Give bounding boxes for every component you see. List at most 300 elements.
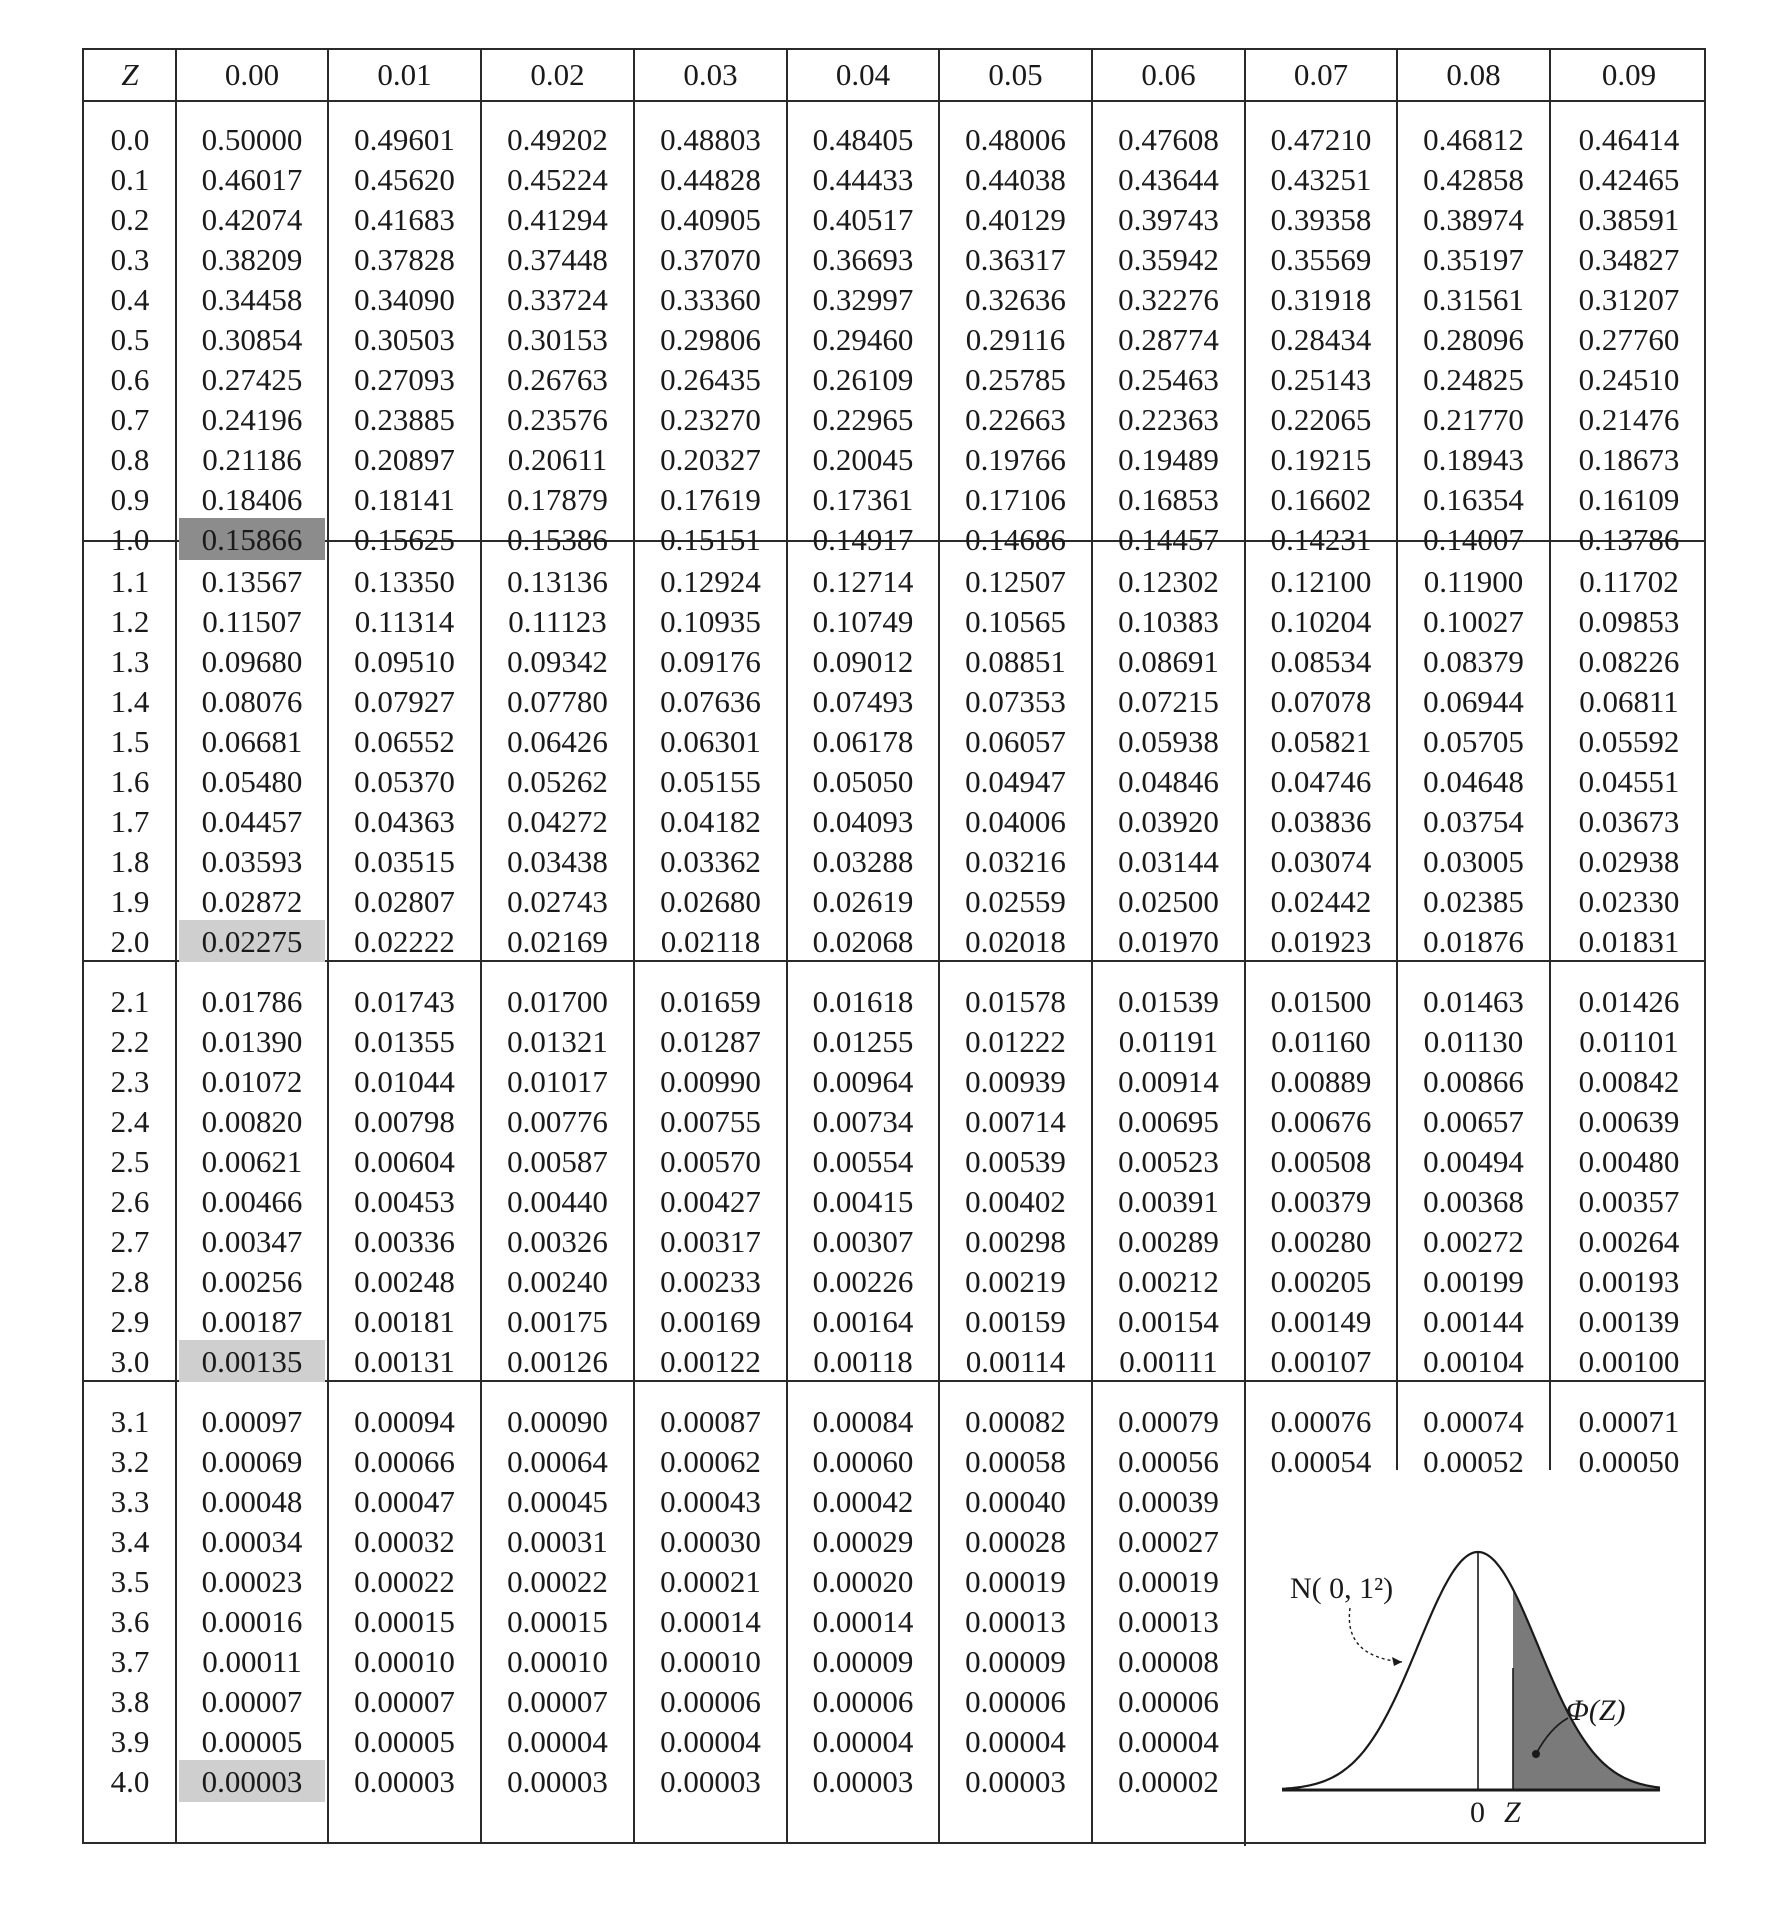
table-cell: 0.03836 — [1270, 804, 1372, 839]
table-cell: 0.00226 — [812, 1264, 914, 1299]
table-cell: 0.26435 — [660, 362, 761, 397]
table-cell: 0.35197 — [1423, 242, 1524, 277]
table-cell: 0.00087 — [660, 1404, 761, 1439]
row-z-label: 3.4 — [110, 1524, 150, 1559]
table-cell: 0.00030 — [660, 1524, 761, 1559]
table-cell: 0.10935 — [660, 604, 761, 639]
table-cell: 0.00002 — [1118, 1764, 1219, 1799]
table-cell: 0.30503 — [354, 322, 455, 357]
table-cell: 0.02938 — [1578, 844, 1680, 879]
table-cell: 0.42858 — [1423, 162, 1524, 197]
table-cell: 0.00570 — [660, 1144, 761, 1179]
table-cell: 0.24825 — [1423, 362, 1524, 397]
table-cell: 0.01222 — [965, 1024, 1066, 1059]
table-cell: 0.02500 — [1118, 884, 1219, 919]
table-cell: 0.01500 — [1270, 984, 1372, 1019]
table-cell: 0.13786 — [1578, 522, 1680, 557]
table-cell: 0.33724 — [507, 282, 608, 317]
table-cell: 0.00317 — [660, 1224, 761, 1259]
table-cell: 0.44828 — [660, 162, 761, 197]
table-cell: 0.15866 — [201, 522, 303, 557]
table-cell: 0.09342 — [507, 644, 608, 679]
table-cell: 0.01255 — [812, 1024, 914, 1059]
table-cell: 0.05938 — [1118, 724, 1219, 759]
column-header: 0.08 — [1446, 57, 1501, 92]
row-z-label: 0.4 — [110, 282, 150, 317]
table-cell: 0.00154 — [1118, 1304, 1219, 1339]
table-cell: 0.00131 — [354, 1344, 455, 1379]
table-cell: 0.22965 — [812, 402, 914, 437]
table-cell: 0.00010 — [354, 1644, 455, 1679]
table-cell: 0.28096 — [1423, 322, 1524, 357]
table-cell: 0.00144 — [1423, 1304, 1524, 1339]
table-cell: 0.00010 — [660, 1644, 761, 1679]
table-cell: 0.42074 — [201, 202, 303, 237]
table-cell: 0.00062 — [660, 1444, 761, 1479]
table-cell: 0.40129 — [965, 202, 1066, 237]
header-divider — [84, 100, 1704, 102]
row-z-label: 0.2 — [110, 202, 150, 237]
table-cell: 0.00079 — [1118, 1404, 1219, 1439]
table-cell: 0.00256 — [201, 1264, 303, 1299]
table-cell: 0.07353 — [965, 684, 1066, 719]
table-cell: 0.00034 — [201, 1524, 303, 1559]
table-cell: 0.19489 — [1118, 442, 1219, 477]
table-cell: 0.10749 — [812, 604, 914, 639]
table-cell: 0.02169 — [507, 924, 608, 959]
table-cell: 0.00074 — [1423, 1404, 1524, 1439]
table-cell: 0.45224 — [507, 162, 608, 197]
table-cell: 0.00164 — [812, 1304, 914, 1339]
table-cell: 0.00019 — [1118, 1564, 1219, 1599]
table-cell: 0.00100 — [1578, 1344, 1680, 1379]
table-cell: 0.00006 — [812, 1684, 914, 1719]
row-z-label: 3.6 — [110, 1604, 150, 1639]
table-cell: 0.00347 — [201, 1224, 303, 1259]
table-cell: 0.40905 — [660, 202, 761, 237]
table-cell: 0.00939 — [965, 1064, 1066, 1099]
table-cell: 0.18943 — [1423, 442, 1524, 477]
table-cell: 0.31561 — [1423, 282, 1524, 317]
table-cell: 0.00031 — [507, 1524, 608, 1559]
table-cell: 0.01539 — [1118, 984, 1219, 1019]
table-cell: 0.03144 — [1118, 844, 1219, 879]
table-cell: 0.00714 — [965, 1104, 1066, 1139]
table-cell: 0.24510 — [1578, 362, 1680, 397]
table-cell: 0.01786 — [201, 984, 303, 1019]
table-cell: 0.18406 — [201, 482, 303, 517]
table-cell: 0.01321 — [507, 1024, 608, 1059]
table-cell: 0.07215 — [1118, 684, 1219, 719]
table-cell: 0.16602 — [1270, 482, 1372, 517]
table-cell: 0.37070 — [660, 242, 761, 277]
table-cell: 0.00307 — [812, 1224, 914, 1259]
table-cell: 0.46414 — [1578, 122, 1680, 157]
column-header: 0.00 — [224, 57, 280, 92]
table-cell: 0.00003 — [507, 1764, 608, 1799]
row-z-label: 1.6 — [110, 764, 150, 799]
row-z-label: 2.9 — [110, 1304, 150, 1339]
table-cell: 0.11900 — [1423, 564, 1524, 599]
table-cell: 0.00118 — [813, 1344, 913, 1379]
table-cell: 0.00014 — [812, 1604, 914, 1639]
table-cell: 0.19215 — [1270, 442, 1372, 477]
table-cell: 0.49601 — [354, 122, 455, 157]
table-cell: 0.03288 — [812, 844, 914, 879]
column-header: 0.06 — [1141, 57, 1196, 92]
table-cell: 0.40517 — [812, 202, 914, 237]
row-z-label: 2.8 — [110, 1264, 150, 1299]
table-cell: 0.00047 — [354, 1484, 455, 1519]
table-cell: 0.00391 — [1118, 1184, 1219, 1219]
row-z-label: 2.5 — [110, 1144, 150, 1179]
table-cell: 0.01191 — [1118, 1024, 1219, 1059]
table-cell: 0.02559 — [965, 884, 1066, 919]
table-cell: 0.11702 — [1579, 564, 1679, 599]
table-cell: 0.14457 — [1118, 522, 1219, 557]
table-cell: 0.10565 — [965, 604, 1066, 639]
table-cell: 0.09012 — [812, 644, 914, 679]
table-cell: 0.01618 — [812, 984, 914, 1019]
table-cell: 0.00193 — [1578, 1264, 1680, 1299]
table-cell: 0.20327 — [660, 442, 761, 477]
table-cell: 0.03920 — [1118, 804, 1219, 839]
table-cell: 0.00676 — [1270, 1104, 1372, 1139]
table-cell: 0.00076 — [1270, 1404, 1372, 1439]
table-cell: 0.12507 — [965, 564, 1066, 599]
table-cell: 0.13350 — [354, 564, 455, 599]
table-cell: 0.03754 — [1423, 804, 1524, 839]
table-cell: 0.32636 — [965, 282, 1066, 317]
table-cell: 0.18141 — [354, 482, 455, 517]
row-z-label: 1.5 — [110, 724, 150, 759]
table-cell: 0.00842 — [1578, 1064, 1680, 1099]
table-cell: 0.00013 — [965, 1604, 1066, 1639]
table-cell: 0.00022 — [507, 1564, 608, 1599]
table-cell: 0.10383 — [1118, 604, 1219, 639]
table-cell: 0.01130 — [1423, 1024, 1524, 1059]
table-cell: 0.36693 — [812, 242, 914, 277]
table-cell: 0.00798 — [354, 1104, 455, 1139]
table-cell: 0.09680 — [201, 644, 303, 679]
row-z-label: 0.9 — [110, 482, 150, 517]
table-cell: 0.37448 — [507, 242, 608, 277]
table-cell: 0.27093 — [354, 362, 455, 397]
table-cell: 0.31207 — [1578, 282, 1680, 317]
table-cell: 0.29806 — [660, 322, 761, 357]
table-cell: 0.00990 — [660, 1064, 761, 1099]
table-cell: 0.48803 — [660, 122, 761, 157]
row-z-label: 1.9 — [110, 884, 150, 919]
table-cell: 0.00043 — [660, 1484, 761, 1519]
table-cell: 0.04182 — [660, 804, 761, 839]
table-cell: 0.43644 — [1118, 162, 1219, 197]
curve-pointer — [1349, 1608, 1402, 1662]
table-cell: 0.13567 — [201, 564, 303, 599]
table-cell: 0.32997 — [812, 282, 914, 317]
table-cell: 0.00248 — [354, 1264, 455, 1299]
table-cell: 0.02872 — [201, 884, 303, 919]
table-cell: 0.00104 — [1423, 1344, 1524, 1379]
table-cell: 0.00415 — [812, 1184, 914, 1219]
row-z-label: 2.7 — [110, 1224, 150, 1259]
row-z-label: 1.1 — [110, 564, 150, 599]
row-z-label: 0.7 — [110, 402, 150, 437]
table-cell: 0.00052 — [1423, 1444, 1524, 1479]
table-cell: 0.25463 — [1118, 362, 1219, 397]
table-cell: 0.00111 — [1119, 1344, 1218, 1379]
table-cell: 0.27425 — [201, 362, 303, 397]
table-cell: 0.12714 — [812, 564, 914, 599]
distribution-label: N( 0, 1²) — [1290, 1572, 1394, 1605]
table-cell: 0.50000 — [201, 122, 303, 157]
table-cell: 0.00240 — [507, 1264, 608, 1299]
axis-zero-label: 0 — [1470, 1796, 1485, 1829]
table-cell: 0.00187 — [201, 1304, 303, 1339]
table-cell: 0.00006 — [660, 1684, 761, 1719]
column-header: 0.02 — [530, 57, 585, 92]
table-cell: 0.00212 — [1118, 1264, 1219, 1299]
table-cell: 0.00064 — [507, 1444, 608, 1479]
table-cell: 0.00007 — [201, 1684, 303, 1719]
table-cell: 0.04363 — [354, 804, 455, 839]
table-cell: 0.00060 — [812, 1444, 914, 1479]
table-cell: 0.11123 — [508, 604, 607, 639]
table-cell: 0.00621 — [201, 1144, 303, 1179]
table-cell: 0.00004 — [1118, 1724, 1219, 1759]
table-cell: 0.03593 — [201, 844, 303, 879]
table-cell: 0.00022 — [354, 1564, 455, 1599]
table-cell: 0.04006 — [965, 804, 1066, 839]
table-cell: 0.25785 — [965, 362, 1066, 397]
table-cell: 0.00071 — [1578, 1404, 1680, 1439]
table-cell: 0.00539 — [965, 1144, 1066, 1179]
table-cell: 0.02018 — [965, 924, 1066, 959]
table-cell: 0.01876 — [1423, 924, 1524, 959]
column-header: 0.05 — [988, 57, 1043, 92]
table-cell: 0.00368 — [1423, 1184, 1524, 1219]
table-cell: 0.00755 — [660, 1104, 761, 1139]
table-cell: 0.05480 — [201, 764, 303, 799]
table-cell: 0.00006 — [965, 1684, 1066, 1719]
table-cell: 0.00015 — [354, 1604, 455, 1639]
normal-curve-svg — [1250, 1518, 1702, 1844]
table-cell: 0.39358 — [1270, 202, 1372, 237]
table-cell: 0.01578 — [965, 984, 1066, 1019]
table-cell: 0.01355 — [354, 1024, 455, 1059]
table-cell: 0.41683 — [354, 202, 455, 237]
table-cell: 0.10027 — [1423, 604, 1524, 639]
row-z-label: 1.8 — [110, 844, 150, 879]
table-cell: 0.00734 — [812, 1104, 914, 1139]
table-cell: 0.00084 — [812, 1404, 914, 1439]
table-cell: 0.00014 — [660, 1604, 761, 1639]
table-cell: 0.04947 — [965, 764, 1066, 799]
table-cell: 0.47608 — [1118, 122, 1219, 157]
table-cell: 0.00175 — [507, 1304, 608, 1339]
table-cell: 0.00056 — [1118, 1444, 1219, 1479]
table-cell: 0.00159 — [965, 1304, 1066, 1339]
row-z-label: 0.6 — [110, 362, 150, 397]
table-cell: 0.06426 — [507, 724, 608, 759]
table-cell: 0.20897 — [354, 442, 455, 477]
table-cell: 0.14917 — [812, 522, 914, 557]
table-cell: 0.09176 — [660, 644, 761, 679]
table-cell: 0.01659 — [660, 984, 761, 1019]
table-cell: 0.00009 — [812, 1644, 914, 1679]
table-cell: 0.00011 — [202, 1644, 302, 1679]
table-cell: 0.17361 — [812, 482, 914, 517]
table-cell: 0.20045 — [812, 442, 914, 477]
table-cell: 0.00820 — [201, 1104, 303, 1139]
table-cell: 0.42465 — [1578, 162, 1680, 197]
table-cell: 0.34458 — [201, 282, 303, 317]
table-cell: 0.06552 — [354, 724, 455, 759]
table-cell: 0.00028 — [965, 1524, 1066, 1559]
table-cell: 0.00003 — [201, 1764, 303, 1799]
table-cell: 0.06811 — [1579, 684, 1679, 719]
table-cell: 0.00003 — [812, 1764, 914, 1799]
table-cell: 0.01970 — [1118, 924, 1219, 959]
table-cell: 0.04272 — [507, 804, 608, 839]
table-cell: 0.00090 — [507, 1404, 608, 1439]
row-z-label: 3.3 — [110, 1484, 150, 1519]
table-cell: 0.45620 — [354, 162, 455, 197]
table-cell: 0.00508 — [1270, 1144, 1372, 1179]
table-cell: 0.11507 — [202, 604, 302, 639]
row-z-label: 1.7 — [110, 804, 150, 839]
row-z-label: 2.2 — [110, 1024, 150, 1059]
table-cell: 0.01390 — [201, 1024, 303, 1059]
table-cell: 0.28774 — [1118, 322, 1219, 357]
table-cell: 0.02118 — [660, 924, 761, 959]
table-cell: 0.09853 — [1578, 604, 1680, 639]
table-cell: 0.03074 — [1270, 844, 1372, 879]
row-z-label: 3.1 — [110, 1404, 150, 1439]
table-cell: 0.32276 — [1118, 282, 1219, 317]
table-cell: 0.07780 — [507, 684, 608, 719]
row-z-label: 3.2 — [110, 1444, 150, 1479]
table-cell: 0.08691 — [1118, 644, 1219, 679]
table-cell: 0.03362 — [660, 844, 761, 879]
table-cell: 0.12100 — [1270, 564, 1372, 599]
table-cell: 0.00040 — [965, 1484, 1066, 1519]
table-cell: 0.13136 — [507, 564, 608, 599]
table-cell: 0.00003 — [965, 1764, 1066, 1799]
table-cell: 0.00233 — [660, 1264, 761, 1299]
table-cell: 0.47210 — [1270, 122, 1372, 157]
table-cell: 0.00126 — [507, 1344, 608, 1379]
table-cell: 0.01743 — [354, 984, 455, 1019]
table-cell: 0.00181 — [354, 1304, 455, 1339]
row-z-label: 2.1 — [110, 984, 150, 1019]
table-cell: 0.35569 — [1270, 242, 1372, 277]
table-cell: 0.00010 — [507, 1644, 608, 1679]
table-cell: 0.06057 — [965, 724, 1066, 759]
table-cell: 0.01160 — [1271, 1024, 1371, 1059]
table-cell: 0.00066 — [354, 1444, 455, 1479]
table-cell: 0.21770 — [1423, 402, 1524, 437]
table-cell: 0.00695 — [1118, 1104, 1219, 1139]
table-cell: 0.35942 — [1118, 242, 1219, 277]
table-cell: 0.05592 — [1578, 724, 1680, 759]
table-cell: 0.08379 — [1423, 644, 1524, 679]
table-cell: 0.14007 — [1423, 522, 1524, 557]
table-cell: 0.18673 — [1578, 442, 1680, 477]
row-z-label: 1.4 — [110, 684, 150, 719]
table-cell: 0.00199 — [1423, 1264, 1524, 1299]
table-cell: 0.07493 — [812, 684, 914, 719]
axis-z-label: Z — [1504, 1796, 1521, 1829]
table-cell: 0.38209 — [201, 242, 303, 277]
table-cell: 0.06178 — [812, 724, 914, 759]
table-cell: 0.33360 — [660, 282, 761, 317]
row-z-label: 2.3 — [110, 1064, 150, 1099]
table-cell: 0.02068 — [812, 924, 914, 959]
table-cell: 0.14231 — [1270, 522, 1372, 557]
column-header: 0.04 — [835, 57, 891, 92]
table-cell: 0.46017 — [201, 162, 303, 197]
column-header: 0.01 — [377, 57, 432, 92]
column-header: 0.03 — [683, 57, 738, 92]
table-cell: 0.16354 — [1423, 482, 1524, 517]
table-cell: 0.00004 — [812, 1724, 914, 1759]
column-header: 0.07 — [1293, 57, 1349, 92]
table-cell: 0.05705 — [1423, 724, 1524, 759]
table-cell: 0.02743 — [507, 884, 608, 919]
table-cell: 0.06944 — [1423, 684, 1524, 719]
table-cell: 0.15386 — [507, 522, 608, 557]
table-cell: 0.48405 — [812, 122, 914, 157]
table-cell: 0.00007 — [507, 1684, 608, 1719]
row-z-label: 0.0 — [110, 122, 150, 157]
normal-curve-diagram — [1250, 1518, 1702, 1844]
table-cell: 0.00004 — [507, 1724, 608, 1759]
table-cell: 0.28434 — [1270, 322, 1372, 357]
table-cell: 0.00005 — [201, 1724, 303, 1759]
table-cell: 0.14686 — [965, 522, 1066, 557]
table-cell: 0.49202 — [507, 122, 608, 157]
row-z-label: 0.5 — [110, 322, 150, 357]
table-cell: 0.00272 — [1423, 1224, 1524, 1259]
table-cell: 0.00021 — [660, 1564, 761, 1599]
table-cell: 0.00027 — [1118, 1524, 1219, 1559]
table-cell: 0.29460 — [812, 322, 914, 357]
table-cell: 0.03515 — [354, 844, 455, 879]
table-cell: 0.05821 — [1270, 724, 1372, 759]
table-cell: 0.00604 — [354, 1144, 455, 1179]
table-cell: 0.00009 — [965, 1644, 1066, 1679]
table-cell: 0.03673 — [1578, 804, 1680, 839]
table-cell: 0.07927 — [354, 684, 455, 719]
table-cell: 0.22363 — [1118, 402, 1219, 437]
table-cell: 0.30153 — [507, 322, 608, 357]
row-z-label: 3.7 — [110, 1644, 150, 1679]
table-cell: 0.06681 — [201, 724, 303, 759]
table-cell: 0.00045 — [507, 1484, 608, 1519]
table-cell: 0.00029 — [812, 1524, 914, 1559]
row-z-label: 2.4 — [110, 1104, 150, 1139]
table-cell: 0.00466 — [201, 1184, 303, 1219]
table-cell: 0.16853 — [1118, 482, 1219, 517]
row-z-label: 3.9 — [110, 1724, 150, 1759]
table-cell: 0.04457 — [201, 804, 303, 839]
table-cell: 0.23270 — [660, 402, 761, 437]
table-cell: 0.05262 — [507, 764, 608, 799]
row-z-label: 1.3 — [110, 644, 150, 679]
table-cell: 0.00058 — [965, 1444, 1066, 1479]
row-z-label: 2.0 — [110, 924, 150, 959]
